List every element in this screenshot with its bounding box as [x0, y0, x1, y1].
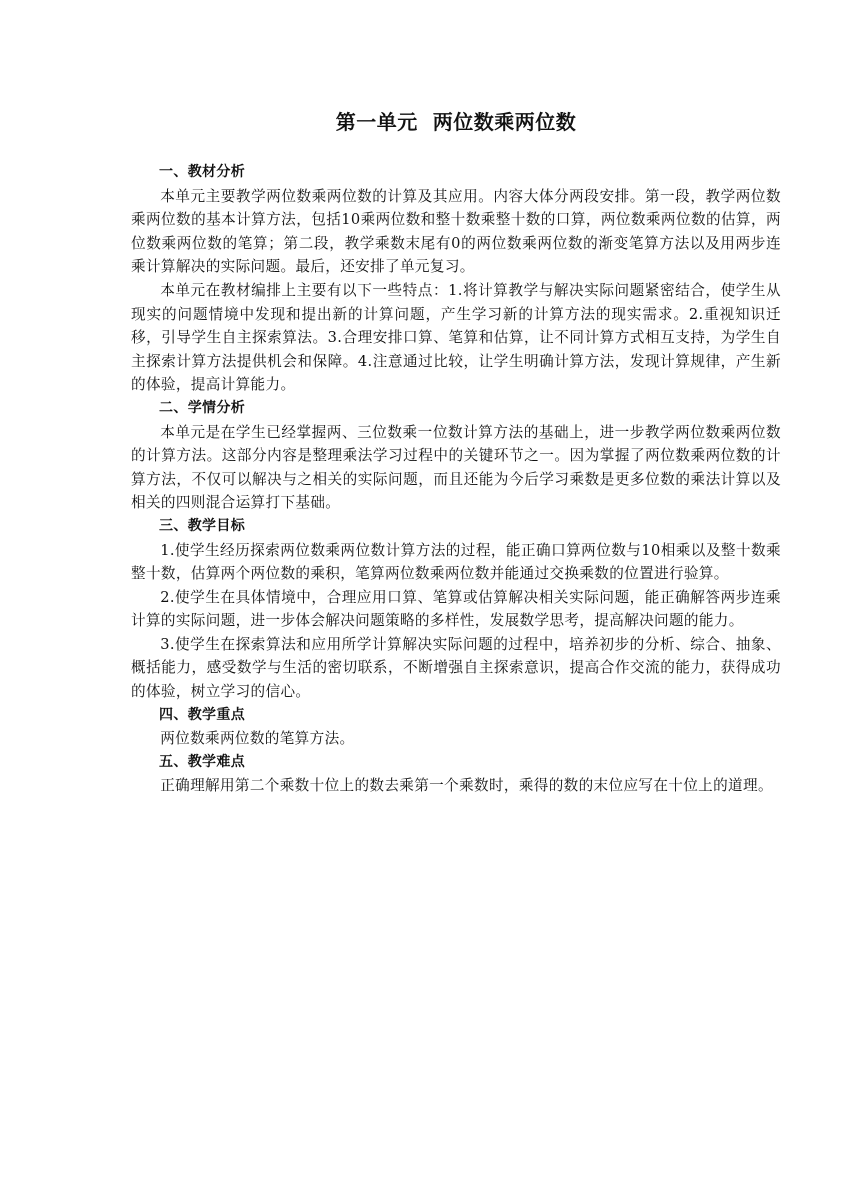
paragraph: 本单元主要教学两位数乘两位数的计算及其应用。内容大体分两段安排。第一段，教学两位数乘两位数的基本计算方法，包括10乘两位数和整十数乘整十数的口算，两位数乘两位数的估算，两位数乘两位数的笔算；第二段，教学乘数末尾有0的两位数乘两位数的渐变笔算方法以及用两步连乘计算解决的实际问题。最后，还安排了单元复习。 — [131, 187, 781, 276]
section-key-points — [131, 704, 781, 751]
section-heading: 五、教学难点 — [159, 753, 246, 770]
paragraph: 本单元在教材编排上主要有以下一些特点：1.将计算教学与解决实际问题紧密结合，使学生从现实的问题情境中发现和提出新的计算问题，产生学习新的计算方法的现实需求。2.重视知识迁移，引导学生自主探索算法。3.合理安排口算、笔算和估算，让不同计算方式相互支持，为学生自主探索计算方法提供机会和保障。4.注意通过比较，让学生明确计算方法，发现计算规律，产生新的体验，提高计算能力。 — [131, 281, 781, 394]
paragraph: 本单元是在学生已经掌握两、三位数乘一位数计算方法的基础上，进一步教学两位数乘两位数的计算方法。这部分内容是整理乘法学习过程中的关键环节之一。因为掌握了两位数乘两位数的计算方法，不仅可以解决与之相关的实际问题，而且还能为今后学习乘数是更多位数的乘法计算以及相关的四则混合运算打下基础。 — [131, 423, 781, 512]
paragraph: 正确理解用第二个乘数十位上的数去乘第一个乘数时，乘得的数的末位应写在十位上的道理。 — [160, 777, 773, 795]
section-heading: 二、学情分析 — [159, 399, 246, 416]
document-body — [131, 108, 781, 798]
section-difficult-points — [131, 751, 781, 798]
section-heading: 一、教材分析 — [159, 164, 246, 180]
section-teaching-goals — [131, 515, 781, 704]
section-heading: 三、教学目标 — [159, 517, 246, 534]
paragraph: 1.使学生经历探索两位数乘两位数计算方法的过程，能正确口算两位数与10相乘以及整十数乘整十数，估算两个两位数的乘积，笔算两位数乘两位数并能通过交换乘数的位置进行验算。 — [131, 541, 781, 583]
section-heading: 四、教学重点 — [159, 706, 246, 723]
paragraph: 2.使学生在具体情境中，合理应用口算、笔算或估算解决相关实际问题，能正确解答两步连乘计算的实际问题，进一步体会解决问题策略的多样性，发展数学思考，提高解决问题的能力。 — [131, 588, 781, 630]
section-student-analysis — [131, 397, 781, 515]
paragraph: 两位数乘两位数的笔算方法。 — [160, 730, 355, 748]
section-material-analysis — [131, 161, 781, 397]
paragraph: 3.使学生在探索算法和应用所学计算解决实际问题的过程中，培养初步的分析、综合、抽象、概括能力，感受数学与生活的密切联系，不断增强自主探索意识，提高合作交流的能力，获得成功的体验，树立学习的信心。 — [131, 635, 781, 701]
document-title: 第一单元 两位数乘两位数 — [335, 110, 577, 134]
